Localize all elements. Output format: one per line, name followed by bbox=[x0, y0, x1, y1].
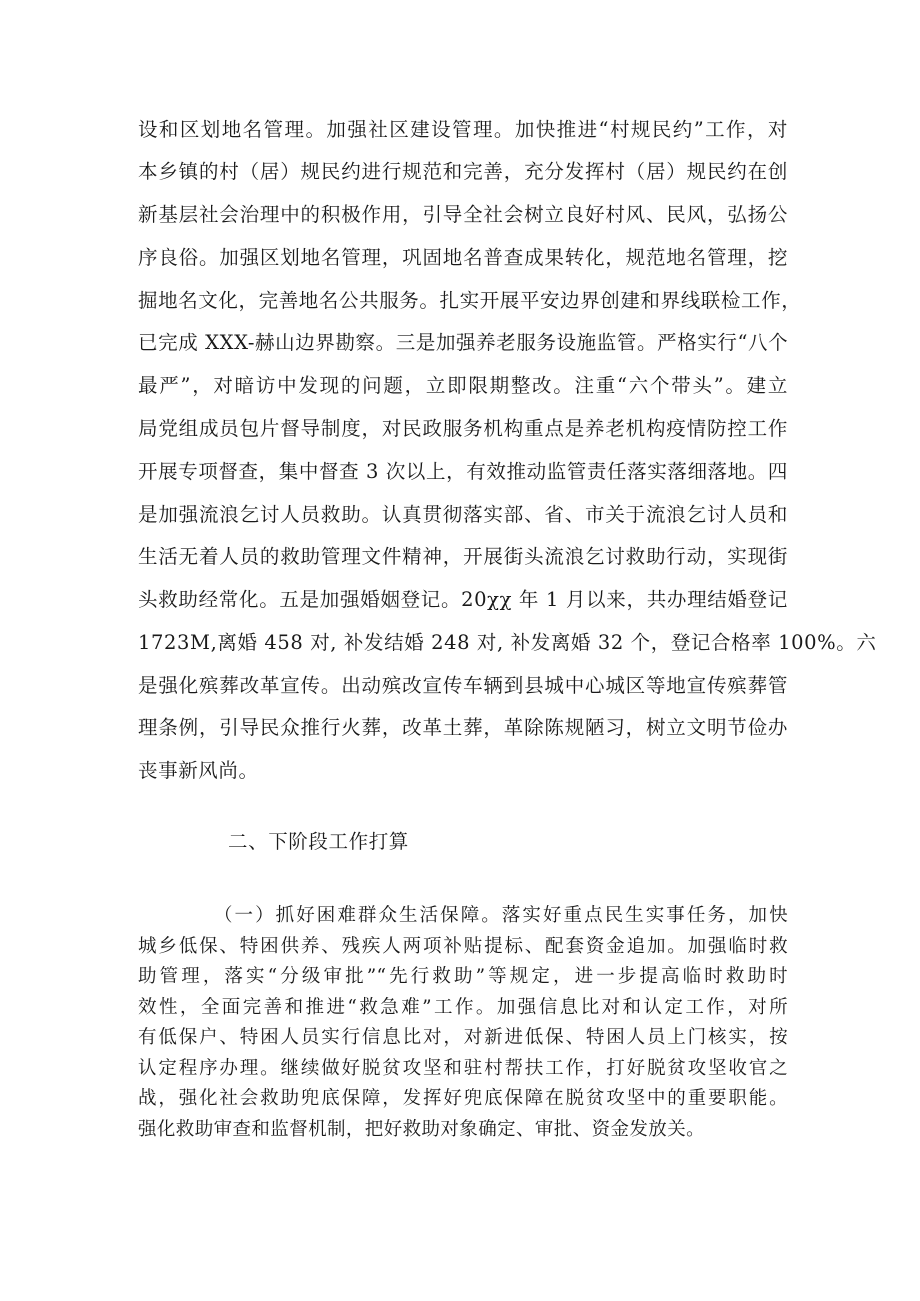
paragraph-line: 城乡低保、特困供养、残疾人两项补贴提标、配套资金追加。加强临时救 bbox=[138, 936, 788, 957]
paragraph-line: 开展专项督查，集中督查 3 次以上，有效推动监管责任落实落细落地。四 bbox=[138, 460, 788, 483]
paragraph-line: 理条例，引导民众推行火葬，改革土葬，革除陈规陋习，树立文明节俭办 bbox=[138, 716, 788, 739]
paragraph-line: 已完成 XXX-赫山边界勘察。三是加强养老服务设施监管。严格实行“八个 bbox=[138, 331, 789, 354]
paragraph-line: 最严”，对暗访中发现的问题，立即限期整改。注重“六个带头”。建立 bbox=[138, 374, 788, 397]
paragraph-line: 掘地名文化，完善地名公共服务。扎实开展平安边界创建和界线联检工作， bbox=[138, 289, 802, 312]
paragraph-line: 序良俗。加强区划地名管理，巩固地名普查成果转化，规范地名管理，挖 bbox=[138, 246, 788, 269]
paragraph-line: （一）抓好困难群众生活保障。落实好重点民生实事任务，加快 bbox=[214, 905, 788, 926]
paragraph-line: 1723M,离婚 458 对, 补发结婚 248 对, 补发离婚 32 个，登记合格率 100%。六 bbox=[138, 631, 877, 654]
paragraph-line: 效性，全面完善和推进“救急难”工作。加强信息比对和认定工作，对所 bbox=[138, 997, 788, 1018]
paragraph-line: 认定程序办理。继续做好脱贫攻坚和驻村帮扶工作，打好脱贫攻坚收官之 bbox=[138, 1058, 788, 1079]
paragraph-line: 设和区划地名管理。加强社区建设管理。加快推进“村规民约”工作，对 bbox=[138, 118, 788, 141]
section-heading: 二、下阶段工作打算 bbox=[228, 830, 409, 853]
paragraph-line-last: 丧事新风尚。 bbox=[138, 759, 259, 782]
paragraph-line: 本乡镇的村（居）规民约进行规范和完善，充分发挥村（居）规民约在创 bbox=[138, 160, 788, 183]
paragraph-line: 是加强流浪乞讨人员救助。认真贯彻落实部、省、市关于流浪乞讨人员和 bbox=[138, 503, 788, 526]
paragraph-line: 生活无着人员的救助管理文件精神，开展街头流浪乞讨救助行动，实现街 bbox=[138, 545, 788, 568]
paragraph-line: 头救助经常化。五是加强婚姻登记。20χχ 年 1 月以来，共办理结婚登记 bbox=[138, 588, 788, 611]
paragraph-line: 是强化殡葬改革宣传。出动殡改宣传车辆到县城中心城区等地宣传殡葬管 bbox=[138, 674, 788, 697]
paragraph-line: 战，强化社会救助兜底保障，发挥好兜底保障在脱贫攻坚中的重要职能。 bbox=[138, 1088, 788, 1109]
paragraph-line: 新基层社会治理中的积极作用，引导全社会树立良好村风、民风，弘扬公 bbox=[138, 203, 788, 226]
paragraph-line-last: 强化救助审查和监督机制，把好救助对象确定、审批、资金发放关。 bbox=[138, 1119, 706, 1140]
paragraph-line: 助管理，落实“分级审批”“先行救助”等规定，进一步提高临时救助时 bbox=[138, 966, 788, 987]
paragraph-line: 局党组成员包片督导制度，对民政服务机构重点是养老机构疫情防控工作 bbox=[138, 417, 788, 440]
paragraph-line: 有低保户、特困人员实行信息比对，对新进低保、特困人员上门核实，按 bbox=[138, 1027, 788, 1048]
